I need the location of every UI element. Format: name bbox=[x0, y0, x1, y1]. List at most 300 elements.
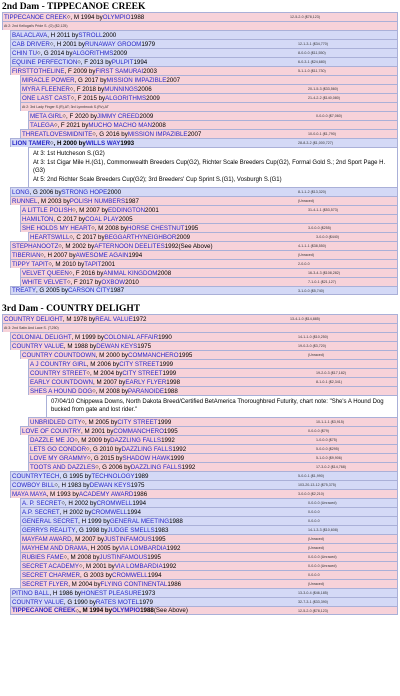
horse-name-link[interactable]: MAYFAM AWARD bbox=[22, 535, 72, 543]
table-row bbox=[10, 138, 398, 147]
horse-name-link[interactable]: MIRACLE POWER bbox=[22, 76, 75, 84]
race-record: 0-0-0-0 (Unraced) bbox=[308, 555, 337, 559]
sire-link[interactable]: ANIMAL KINGDOM bbox=[103, 269, 158, 277]
horse-name-link[interactable]: LETS GO CONDOR bbox=[30, 445, 87, 453]
sire-link[interactable]: CITY STREET bbox=[119, 360, 160, 368]
horse-name-link[interactable]: A. P. SECRET bbox=[22, 499, 62, 507]
note-line: At 3: 1st Hutcheson S.(G2) bbox=[33, 151, 105, 157]
sire-link[interactable]: EDDINGTON bbox=[108, 206, 146, 214]
breeding-icon: ◇ bbox=[54, 482, 58, 487]
sire-year: 1992 bbox=[166, 544, 181, 552]
horse-name-link[interactable]: STEPHANOOTZ bbox=[12, 242, 59, 250]
horse-name-link[interactable]: RUNNEL bbox=[12, 197, 38, 205]
sire-link[interactable]: DAZZLING FALLS bbox=[121, 445, 173, 453]
horse-name-link[interactable]: VELVET QUEEN bbox=[22, 269, 69, 277]
sire-link[interactable]: FLYING CONTINENTAL bbox=[100, 580, 168, 588]
sire-link[interactable]: ALGORITHMS bbox=[72, 49, 114, 57]
race-record: 3-0-0-0 ($440) bbox=[316, 235, 339, 239]
table-row bbox=[2, 314, 398, 323]
sire-year: 1990 bbox=[158, 333, 172, 341]
sire-year: 1999 bbox=[159, 360, 174, 368]
sire-year: 1987 bbox=[110, 287, 125, 294]
horse-name-link[interactable]: SHES A HOUND DOG bbox=[30, 387, 93, 395]
horse-info: , M 2004 by bbox=[89, 369, 123, 377]
sire-link[interactable]: JUSTINFAMOUS bbox=[99, 553, 148, 561]
race-record: 103-20-13-12 ($75,375) bbox=[298, 483, 336, 487]
breeding-icon: ◇ bbox=[77, 59, 81, 64]
horse-name-link[interactable]: SECRET FLYER bbox=[22, 580, 69, 588]
sire-link[interactable]: TECHNOLOGY bbox=[91, 472, 135, 480]
race-record: 8-0-0-0 ($11,550) bbox=[298, 51, 326, 55]
horse-name-link[interactable]: TOOTS AND DAZZLES bbox=[30, 463, 96, 471]
breeding-icon: ◇ bbox=[53, 122, 58, 127]
horse-info: , M 2001 by bbox=[82, 562, 115, 570]
horse-info: , F 2017 by bbox=[70, 278, 102, 286]
sire-link[interactable]: COMMANCHERO bbox=[128, 351, 179, 359]
table-row bbox=[10, 480, 398, 489]
sire-link[interactable]: CROMWELL bbox=[112, 571, 148, 579]
horse-info: , H 2001 by bbox=[53, 40, 85, 48]
race-record: 5-1-1-0 ($11,730) bbox=[298, 69, 326, 73]
race-record: 0-0-0-0 bbox=[308, 510, 320, 514]
sire-link[interactable]: CROMWELL bbox=[91, 508, 128, 516]
sire-year: 1972 bbox=[132, 315, 147, 323]
horse-info: , G 2015 by bbox=[90, 454, 123, 462]
horse-name-link[interactable]: GERRYS REALITY bbox=[22, 526, 76, 534]
horse-info: , F 2018 by bbox=[73, 85, 105, 93]
breeding-icon: ◇ bbox=[92, 131, 96, 136]
sire-link[interactable]: CARSON CITY bbox=[67, 287, 111, 294]
sire-link[interactable]: PULPIT bbox=[111, 58, 134, 66]
sire-link[interactable]: ACADEMY AWARD bbox=[78, 490, 134, 498]
table-row bbox=[20, 268, 398, 277]
race-record: 13-3-0-4 ($46,185) bbox=[298, 591, 328, 595]
sire-year: 1988 bbox=[169, 517, 183, 525]
table-row bbox=[20, 426, 398, 435]
race-notes bbox=[28, 147, 398, 187]
sire-link[interactable]: COLONIAL AFFAIR bbox=[103, 333, 159, 341]
section-heading: 3rd Dam - COUNTRY DELIGHT bbox=[2, 304, 141, 314]
horse-name-link[interactable]: COLONIAL DELIGHT bbox=[12, 333, 72, 341]
horse-info: , H 2005 by bbox=[87, 544, 119, 552]
race-record: 0-0-0-0 ($7,060) bbox=[316, 114, 342, 118]
breeding-icon: ◇ bbox=[69, 234, 73, 239]
sire-year: 1995 bbox=[163, 427, 178, 435]
breeding-icon: ◇ bbox=[61, 500, 65, 505]
race-record: 19-0-3-0 ($3,720) bbox=[298, 344, 326, 348]
breeding-icon: ◇ bbox=[72, 207, 76, 212]
sire-year: 1979 bbox=[139, 598, 153, 606]
horse-name-link[interactable]: LOVE OF COUNTRY bbox=[22, 427, 82, 435]
horse-name-link[interactable]: MAYHEM AND DRAMA bbox=[22, 544, 88, 552]
sire-link[interactable]: ALGORITHMS bbox=[105, 94, 147, 102]
race-record: 5-0-0-0 ($295) bbox=[316, 447, 339, 451]
horse-name-link[interactable]: THREATLOVESMIDNITE bbox=[22, 130, 93, 138]
table-row bbox=[10, 48, 398, 57]
table-row bbox=[28, 111, 398, 120]
horse-info: , M 1999 by bbox=[71, 333, 104, 341]
sire-link[interactable]: HORSE CHESTNUT bbox=[127, 224, 185, 232]
sire-year: 2008 bbox=[152, 121, 166, 129]
horse-info: , C 2017 by bbox=[72, 233, 105, 241]
horse-info: , M 2006 by bbox=[86, 360, 120, 368]
section-heading: 2nd Dam - TIPPECANOE CREEK bbox=[2, 2, 146, 12]
sire-year: 1999 bbox=[162, 369, 177, 377]
horse-name-link[interactable]: A.P. SECRET bbox=[22, 508, 60, 516]
sire-link[interactable]: MUNNINGS bbox=[104, 85, 138, 93]
horse-name-link[interactable]: LOVE MY GRAMMY bbox=[30, 454, 87, 462]
table-row bbox=[20, 214, 398, 223]
horse-info: , M 1994 by bbox=[79, 607, 113, 614]
sire-link[interactable]: STROLL bbox=[78, 31, 103, 39]
sire-year: 2006 bbox=[137, 85, 152, 93]
sire-year: 1992 bbox=[172, 445, 187, 453]
horse-name-link[interactable]: EQUINE PERFECTION bbox=[12, 58, 78, 66]
table-row bbox=[10, 286, 398, 295]
race-record: 21-4-2-2 ($140,080) bbox=[308, 96, 340, 100]
sire-link[interactable]: SHADOW HAWK bbox=[122, 454, 171, 462]
horse-name-link[interactable]: COUNTRY STREET bbox=[30, 369, 87, 377]
horse-info: , M 1993 by bbox=[46, 490, 79, 498]
table-row bbox=[28, 232, 398, 241]
race-record: 0-0-0-0 bbox=[308, 573, 320, 577]
race-summary: At 2: 3rd Lady Finger S.(R),AT; 3rd Lynnbrook S.(Rv),AT bbox=[22, 105, 109, 109]
table-row bbox=[10, 471, 398, 480]
horse-info: , M 2008 by bbox=[95, 387, 129, 395]
sire-link[interactable]: DEWAN KEYS bbox=[89, 481, 131, 489]
sire-year: 1998 bbox=[166, 378, 181, 386]
table-row bbox=[20, 579, 398, 588]
horse-name-link[interactable]: A LITTLE POLISH bbox=[22, 206, 73, 214]
sire-link[interactable]: VIA LOMBARDIA bbox=[118, 544, 167, 552]
horse-info: , H 2002 by bbox=[64, 499, 97, 507]
sire-year: 1988 bbox=[140, 607, 154, 614]
race-record: (Unraced) bbox=[308, 582, 324, 586]
table-row bbox=[10, 30, 398, 39]
breeding-icon: ◇ bbox=[66, 14, 71, 19]
table-row bbox=[20, 102, 398, 111]
race-record: 1-0-0-0 ($75) bbox=[316, 438, 337, 442]
table-row bbox=[28, 377, 398, 386]
sire-year: 1992 bbox=[162, 562, 177, 570]
horse-name-link[interactable]: ONE LAST CAST bbox=[22, 94, 71, 102]
breeding-icon: ◇ bbox=[36, 50, 41, 55]
sire-link[interactable]: CITY STREET bbox=[117, 418, 158, 426]
race-record: 12-5-2-0 ($78,123) bbox=[290, 15, 320, 19]
sire-year: 2000 bbox=[102, 31, 117, 39]
horse-name-link[interactable]: HEARTSWILL bbox=[30, 233, 70, 241]
horse-name-link[interactable]: TALEGA bbox=[30, 121, 54, 129]
horse-info: , M 2002 by bbox=[61, 242, 95, 250]
sire-link[interactable]: JIMMY CREED bbox=[96, 112, 140, 120]
sire-link[interactable]: OXBOW bbox=[101, 278, 126, 286]
horse-name-link[interactable]: BALACLAVA bbox=[12, 31, 48, 39]
horse-name-link[interactable]: TREATY bbox=[12, 287, 36, 294]
sire-year: 1999 bbox=[157, 418, 172, 426]
sire-link[interactable]: CITY STREET bbox=[122, 369, 163, 377]
race-record: 6-0-3-1 ($24,680) bbox=[298, 60, 326, 64]
race-record: 16-3-4-3 ($108,282) bbox=[308, 271, 340, 275]
table-row bbox=[20, 525, 398, 534]
horse-name-link[interactable]: META GIRL bbox=[30, 112, 63, 120]
horse-name-link[interactable]: TIPPECANOE CREEK bbox=[4, 13, 67, 21]
horse-info: , M 2005 by bbox=[85, 418, 118, 426]
horse-name-link[interactable]: LONG bbox=[12, 188, 30, 196]
horse-name-link[interactable]: COWBOY BILL bbox=[12, 481, 55, 489]
horse-info: , M 2010 by bbox=[51, 260, 85, 268]
horse-name-link[interactable]: COUNTRY VALUE bbox=[12, 342, 64, 350]
horse-name-link[interactable]: UNBRIDLED CITY bbox=[30, 418, 82, 426]
horse-info: , F 2009 by bbox=[64, 67, 96, 75]
see-above-note: (See Above) bbox=[178, 242, 213, 250]
sire-year: 1993 bbox=[120, 139, 135, 147]
horse-info: , M 2008 by bbox=[67, 553, 100, 561]
table-row bbox=[10, 341, 398, 350]
horse-name-link[interactable]: CHIN TU bbox=[12, 49, 37, 57]
table-row bbox=[2, 12, 398, 21]
horse-name-link[interactable]: TIPPECANOE CREEK bbox=[12, 607, 76, 614]
horse-info: , M 2009 by bbox=[77, 436, 111, 444]
table-row bbox=[20, 84, 398, 93]
race-record: (Unraced) bbox=[308, 546, 324, 550]
table-row bbox=[20, 277, 398, 286]
sire-year: 1975 bbox=[130, 481, 145, 489]
horse-name-link[interactable]: MYRA FLEENER bbox=[22, 85, 70, 93]
sire-year: 1994 bbox=[147, 571, 162, 579]
sire-link[interactable]: OLYMPIO bbox=[102, 13, 131, 21]
table-row bbox=[10, 597, 398, 606]
table-row bbox=[28, 386, 398, 395]
horse-name-link[interactable]: RUBIES FAME bbox=[22, 553, 64, 561]
horse-info: , H 1983 by bbox=[58, 481, 90, 489]
race-record: 4-1-1-1 ($38,550) bbox=[298, 244, 326, 248]
horse-name-link[interactable]: COUNTRY DELIGHT bbox=[4, 315, 63, 323]
sire-link[interactable]: JUSTINFAMOUS bbox=[103, 535, 152, 543]
sire-link[interactable]: DAZZLING FALLS bbox=[130, 463, 182, 471]
sire-year: 1988 bbox=[164, 387, 178, 395]
race-record: 5-0-0-1 ($1,990) bbox=[298, 474, 324, 478]
sire-year: 1994 bbox=[127, 508, 141, 516]
race-record: 17-3-0-2 ($14,768) bbox=[316, 465, 346, 469]
horse-info: , G 2005 by bbox=[35, 287, 68, 294]
horse-info: , G 2014 by bbox=[40, 49, 73, 57]
horse-info: , C 2017 by bbox=[53, 215, 86, 223]
race-record: 12-1-3-1 ($34,770) bbox=[298, 42, 328, 46]
table-row bbox=[28, 435, 398, 444]
sire-link[interactable]: TAPIT bbox=[84, 260, 102, 268]
horse-name-link[interactable]: COUNTRY VALUE bbox=[12, 598, 64, 606]
breeding-icon: ◇ bbox=[69, 86, 74, 91]
breeding-icon: ◇ bbox=[40, 252, 45, 257]
breeding-icon: ◇ bbox=[81, 419, 86, 424]
sire-year: 1986 bbox=[167, 580, 182, 588]
horse-info: , H 2002 by bbox=[59, 508, 92, 516]
race-record: 14-1-3-3 ($10,608) bbox=[308, 528, 338, 532]
table-row bbox=[20, 552, 398, 561]
horse-name-link[interactable]: FIRSTTOTHELINE bbox=[12, 67, 65, 75]
sire-link[interactable]: RATES MOTEL bbox=[95, 598, 140, 606]
sire-year: 2009 bbox=[139, 112, 154, 120]
horse-name-link[interactable]: DAZZLE ME JO bbox=[30, 436, 75, 444]
horse-name-link[interactable]: PITINO BALL bbox=[12, 589, 50, 597]
breeding-icon: ◇ bbox=[78, 563, 83, 568]
horse-info: , H 2011 by bbox=[47, 31, 79, 39]
race-record: 14-1-1-0 ($10,250) bbox=[298, 335, 328, 339]
sire-link[interactable]: JUDGE SMELLS bbox=[107, 526, 155, 534]
table-row bbox=[20, 561, 398, 570]
breeding-icon: ◇ bbox=[74, 437, 78, 442]
horse-name-link[interactable]: SHE HOLDS MY HEART bbox=[22, 224, 92, 232]
horse-info: , M 2008 by bbox=[94, 224, 128, 232]
table-row bbox=[28, 417, 398, 426]
race-record: (Unraced) bbox=[298, 199, 314, 203]
sire-link[interactable]: GENERAL MEETING bbox=[109, 517, 170, 525]
sire-link[interactable]: POLISH NUMBERS bbox=[69, 197, 126, 205]
race-record: 0-0-0-0 (Unraced) bbox=[308, 501, 337, 505]
sire-link[interactable]: BEGGARTHYNEIGHBOR bbox=[104, 233, 177, 241]
race-record: 0-0-0-0 ($79) bbox=[308, 429, 329, 433]
race-record: 3-0-0-0 ($255) bbox=[308, 226, 331, 230]
horse-name-link[interactable]: EARLY COUNTDOWN bbox=[30, 378, 94, 386]
horse-name-link[interactable]: A J COUNTRY GIRL bbox=[30, 360, 87, 368]
see-above-note: (See Above) bbox=[153, 607, 188, 614]
table-row bbox=[10, 250, 398, 259]
horse-info: , G 2016 by bbox=[95, 130, 128, 138]
sire-link[interactable]: OLYMPIO bbox=[112, 607, 141, 614]
table-row bbox=[28, 444, 398, 453]
horse-name-link[interactable]: LION TAMER bbox=[12, 139, 51, 147]
sire-link[interactable]: COMMANCHERO bbox=[113, 427, 164, 435]
horse-name-link[interactable]: GENERAL SECRET bbox=[22, 517, 79, 525]
horse-info: , F 2021 by bbox=[57, 121, 89, 129]
race-record: 32-7-3-1 ($33,390) bbox=[298, 600, 328, 604]
table-row bbox=[10, 187, 398, 196]
sire-link[interactable]: DAZZLING FALLS bbox=[110, 436, 162, 444]
sire-link[interactable]: MUCHO MACHO MAN bbox=[88, 121, 152, 129]
horse-name-link[interactable]: HAMILTON bbox=[22, 215, 54, 223]
horse-name-link[interactable]: SECRET CHARMER bbox=[22, 571, 80, 579]
race-summary: At 3: 2nd Satin And Lace S. (T,250) bbox=[4, 326, 59, 330]
sire-link[interactable]: REAL VALUE bbox=[95, 315, 133, 323]
horse-info: , G 2017 by bbox=[74, 76, 107, 84]
horse-info: , G 1998 by bbox=[75, 526, 108, 534]
race-record: 10-0-0-1 ($1,790) bbox=[308, 132, 336, 136]
sire-link[interactable]: FIRST SAMURAI bbox=[95, 67, 144, 75]
sire-year: 1983 bbox=[154, 526, 169, 534]
table-row bbox=[28, 120, 398, 129]
table-row bbox=[20, 129, 398, 138]
sire-year: 2005 bbox=[118, 215, 133, 223]
horse-info: , H 1986 by bbox=[49, 589, 82, 597]
sire-link[interactable]: MISSION IMPAZIBLE bbox=[106, 76, 167, 84]
sire-year: 1975 bbox=[137, 342, 152, 350]
sire-year: 1994 bbox=[132, 499, 147, 507]
sire-link[interactable]: MISSION IMPAZIBLE bbox=[127, 130, 188, 138]
breeding-icon: ◇ bbox=[68, 270, 73, 275]
table-row bbox=[28, 462, 398, 471]
sire-link[interactable]: WILLS WAY bbox=[85, 139, 121, 147]
breeding-icon: ◇ bbox=[95, 464, 99, 469]
sire-link[interactable]: CROMWELL bbox=[96, 499, 133, 507]
horse-name-link[interactable]: TIPPY TAPIT bbox=[12, 260, 49, 268]
sire-link[interactable]: RUNAWAY GROOM bbox=[84, 40, 142, 48]
breeding-icon: ◇ bbox=[50, 140, 54, 145]
horse-name-link[interactable]: COUNTRY COUNTDOWN bbox=[22, 351, 96, 359]
table-row bbox=[20, 570, 398, 579]
sire-link[interactable]: PARANOIDE bbox=[128, 387, 165, 395]
horse-info: , M 1988 by bbox=[63, 342, 97, 350]
sire-year: 1994 bbox=[133, 58, 148, 66]
race-record: 31-4-1-1 ($53,573) bbox=[308, 208, 338, 212]
sire-link[interactable]: EARLY FLYER bbox=[125, 378, 167, 386]
table-row bbox=[10, 57, 398, 66]
breeding-icon: ◇ bbox=[86, 370, 90, 375]
horse-info: , H 1999 by bbox=[78, 517, 110, 525]
sire-year: 1999 bbox=[170, 454, 185, 462]
horse-info: , G 1995 by bbox=[59, 472, 92, 480]
table-row bbox=[10, 196, 398, 205]
table-row bbox=[20, 507, 398, 516]
breeding-icon: ◇ bbox=[70, 95, 75, 100]
horse-name-link[interactable]: MAYA MAYA bbox=[12, 490, 47, 498]
horse-info: , F 2016 by bbox=[72, 269, 104, 277]
sire-link[interactable]: AWESOME AGAIN bbox=[75, 251, 129, 259]
sire-link[interactable]: VIA LOMBARDIA bbox=[114, 562, 163, 570]
breeding-icon: ◇ bbox=[63, 554, 68, 559]
sire-year: 2007 bbox=[166, 76, 181, 84]
table-row bbox=[10, 66, 398, 75]
breeding-icon: ◇ bbox=[66, 279, 71, 284]
horse-info: , G 1990 by bbox=[63, 598, 96, 606]
horse-info: , G 2006 by bbox=[98, 463, 131, 471]
table-row bbox=[10, 588, 398, 597]
sire-link[interactable]: DEWAN KEYS bbox=[96, 342, 138, 350]
sire-link[interactable]: AFTERNOON DEELITES bbox=[94, 242, 165, 250]
horse-name-link[interactable]: COUNTRYTECH bbox=[12, 472, 60, 480]
table-row bbox=[2, 21, 398, 30]
horse-name-link[interactable]: CAB DRIVER bbox=[12, 40, 50, 48]
horse-name-link[interactable]: TIBERIAN bbox=[12, 251, 41, 259]
race-record: 12-5-2-0 ($78,123) bbox=[298, 608, 328, 613]
horse-info: , F 2015 by bbox=[74, 94, 106, 102]
sire-link[interactable]: STRONG HOPE bbox=[61, 188, 108, 196]
race-record: 7-1-0-1 ($21,127) bbox=[308, 280, 336, 284]
sire-link[interactable]: COAL PLAY bbox=[85, 215, 119, 223]
race-record: 0-0-0-0 (Unraced) bbox=[308, 564, 337, 568]
table-row bbox=[20, 205, 398, 214]
horse-name-link[interactable]: WHITE VELVET bbox=[22, 278, 67, 286]
sire-link[interactable]: HONEST PLEASURE bbox=[81, 589, 142, 597]
horse-info: , M 2007 by bbox=[75, 206, 109, 214]
sire-year: 2001 bbox=[145, 206, 159, 214]
breeding-icon: ◇ bbox=[92, 388, 96, 393]
horse-info: , G 2003 by bbox=[80, 571, 112, 579]
sire-year: 1992 bbox=[161, 436, 175, 444]
sire-year: 2003 bbox=[143, 67, 157, 75]
race-record: 28-8-3-2 ($1,000,727) bbox=[298, 141, 333, 145]
table-row bbox=[10, 606, 398, 615]
table-row bbox=[20, 93, 398, 102]
sire-year: 2000 bbox=[107, 188, 122, 196]
table-row bbox=[20, 534, 398, 543]
sire-year: 1986 bbox=[133, 490, 148, 498]
race-record: (Unraced) bbox=[308, 353, 324, 357]
sire-year: 2009 bbox=[146, 94, 160, 102]
horse-name-link[interactable]: SECRET ACADEMY bbox=[22, 562, 79, 570]
sire-year: 2009 bbox=[113, 49, 128, 57]
table-row bbox=[10, 259, 398, 268]
breeding-icon: ◇ bbox=[75, 607, 80, 613]
